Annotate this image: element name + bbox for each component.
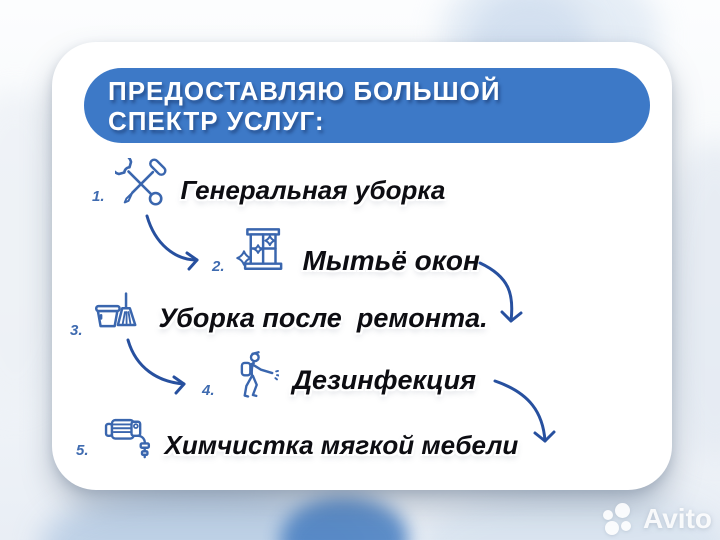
item-number: 3.: [70, 322, 83, 339]
service-item-4: [202, 350, 476, 404]
curved-arrow-1-2: [135, 210, 215, 272]
window-sparkles-icon: [235, 226, 289, 280]
service-item-1: [92, 158, 445, 210]
service-item-2: [212, 226, 480, 280]
service-label: Химчистка мягкой мебели: [164, 429, 519, 460]
disinfection-sprayer-icon: [225, 350, 279, 404]
item-number: 1.: [92, 188, 105, 205]
service-item-5: [76, 412, 518, 464]
header-banner: [84, 68, 650, 143]
page-title-line2: СПЕКТР УСЛУГ:: [108, 105, 325, 136]
page-title-line1: ПРЕДОСТАВЛЯЮ БОЛЬШОЙ: [108, 75, 501, 106]
service-label: Генеральная уборка: [180, 174, 446, 205]
curved-arrow-3-4: [118, 334, 203, 396]
item-number: 2.: [212, 258, 225, 275]
service-label: Мытьё окон: [302, 245, 480, 276]
avito-watermark: [602, 502, 712, 536]
item-number: 5.: [76, 442, 89, 459]
upholstery-cleaner-icon: [99, 412, 151, 464]
service-label: Уборка после ремонта.: [158, 302, 488, 333]
item-number: 4.: [202, 382, 215, 399]
avito-brand-text: Avito: [643, 503, 712, 534]
service-label: Дезинфекция: [292, 364, 477, 395]
avito-logo-icon: [602, 502, 636, 536]
wrench-screwdriver-icon: [115, 158, 167, 210]
